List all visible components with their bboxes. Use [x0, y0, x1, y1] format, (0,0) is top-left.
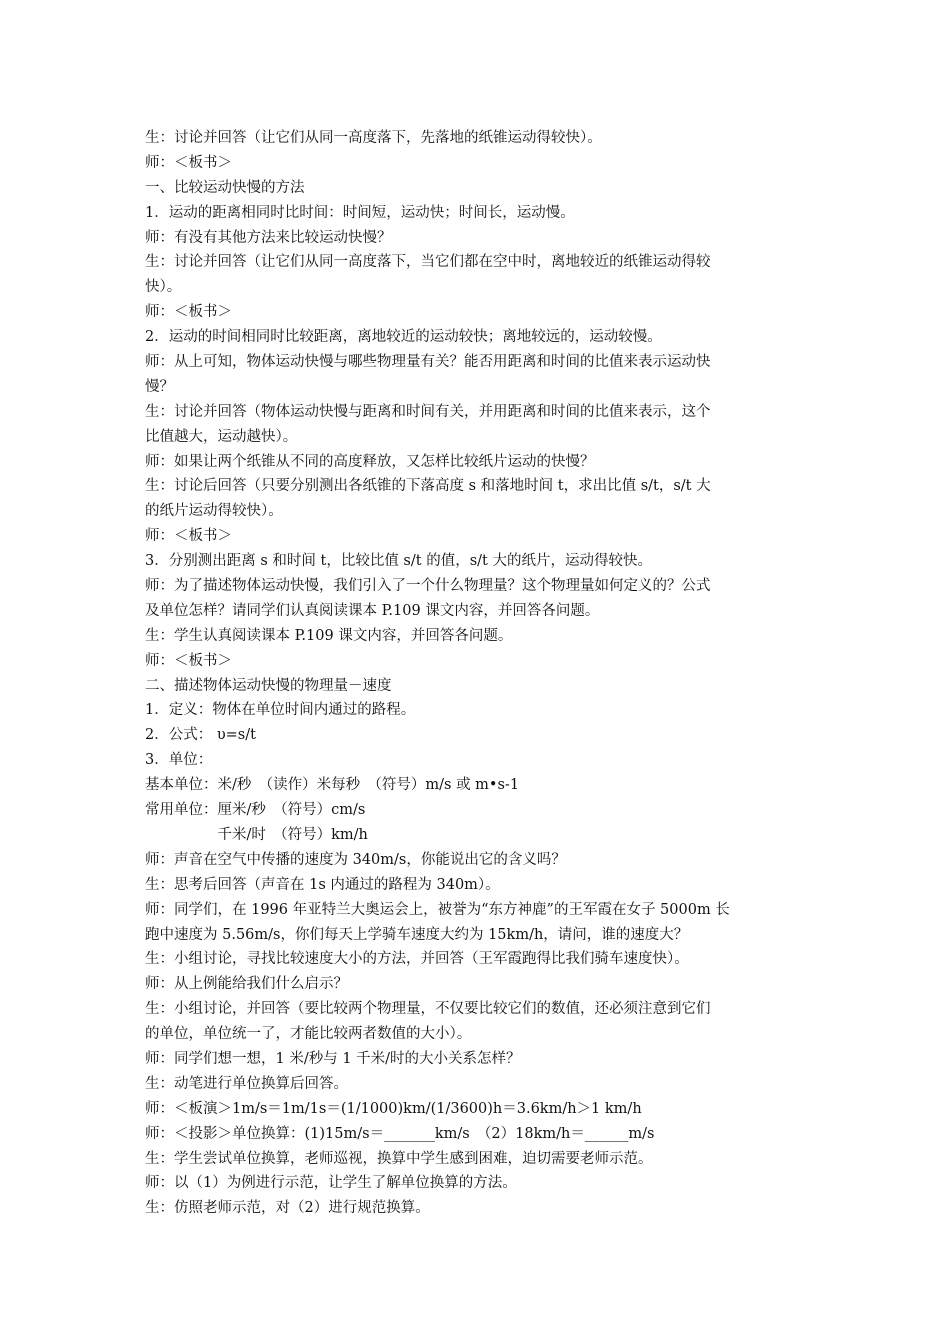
text-line: 师：以（1）为例进行示范，让学生了解单位换算的方法。 — [145, 1175, 517, 1192]
text-line: 生：学生认真阅读课本 P.109 课文内容，并回答各问题。 — [145, 627, 513, 644]
text-line: 生：讨论并回答（让它们从同一高度落下，当它们都在空中时，离地较近的纸锥运动得较 — [145, 254, 711, 271]
text-line: 师：为了描述物体运动快慢，我们引入了一个什么物理量？这个物理量如何定义的？公式 — [145, 578, 711, 595]
text-line: 基本单位：米/秒 （读作）米每秒 （符号）m/s 或 m•s-1 — [145, 777, 520, 794]
text-line: 3．单位： — [145, 752, 213, 769]
text-line: 快）。 — [145, 279, 182, 296]
text-line: 1．运动的距离相同时比时间：时间短，运动快；时间长，运动慢。 — [145, 204, 575, 221]
text-line: 师：＜板书＞ — [145, 304, 232, 321]
text-line: 师：从上例能给我们什么启示？ — [145, 976, 348, 993]
text-line: 生：讨论后回答（只要分别测出各纸锥的下落高度 s 和落地时间 t，求出比值 s/t，s/t 大 — [145, 478, 711, 495]
text-line: 及单位怎样？请同学们认真阅读课本 P.109 课文内容，并回答各问题。 — [145, 602, 600, 619]
text-line: 师：有没有其他方法来比较运动快慢？ — [145, 229, 392, 246]
text-line: 师：同学们想一想，1 米/秒与 1 千米/时的大小关系怎样？ — [145, 1050, 521, 1067]
text-line: 生：动笔进行单位换算后回答。 — [145, 1075, 348, 1092]
text-line: 生：小组讨论，并回答（要比较两个物理量，不仅要比较它们的数值，还必须注意到它们 — [145, 1001, 711, 1018]
formula-line: 2．公式： υ=s/t — [145, 727, 256, 744]
text-line: 师：＜板书＞ — [145, 652, 232, 669]
section-heading: 一、比较运动快慢的方法 — [145, 179, 305, 196]
formula-line: 师：＜板演＞1m/s＝1m/1s＝(1/1000)km/(1/3600)h＝3.6km/h＞1 km/h — [145, 1100, 642, 1117]
text-line: 师：如果让两个纸锥从不同的高度释放，又怎样比较纸片运动的快慢？ — [145, 453, 595, 470]
document-page — [145, 126, 810, 1221]
section-heading: 二、描述物体运动快慢的物理量－速度 — [145, 677, 392, 694]
text-line: 师：＜板书＞ — [145, 154, 232, 171]
text-line: 1．定义：物体在单位时间内通过的路程。 — [145, 702, 416, 719]
text-line: 生：讨论并回答（让它们从同一高度落下，先落地的纸锥运动得较快）。 — [145, 130, 602, 146]
text-line: 生：学生尝试单位换算，老师巡视，换算中学生感到困难，迫切需要老师示范。 — [145, 1150, 653, 1167]
text-line: 师：从上可知，物体运动快慢与哪些物理量有关？能否用距离和时间的比值来表示运动快 — [145, 354, 711, 371]
text-line: 慢？ — [145, 378, 174, 395]
text-line: 生：仿照老师示范，对（2）进行规范换算。 — [145, 1200, 430, 1217]
text-line: 的纸片运动得较快）。 — [145, 503, 283, 520]
text-line: 的单位，单位统一了，才能比较两者数值的大小）。 — [145, 1026, 472, 1043]
text-line: 生：小组讨论，寻找比较速度大小的方法，并回答（王军霞跑得比我们骑车速度快）。 — [145, 951, 689, 968]
text-line: 师：声音在空气中传播的速度为 340m/s，你能说出它的含义吗？ — [145, 851, 566, 868]
text-line: 比值越大，运动越快）。 — [145, 428, 298, 445]
text-line: 3．分别测出距离 s 和时间 t，比较比值 s/t 的值，s/t 大的纸片，运动得较快。 — [145, 553, 652, 570]
text-line: 生：思考后回答（声音在 1s 内通过的路程为 340m）。 — [145, 876, 500, 893]
text-line: 师：＜投影＞单位换算：(1)15m/s＝_______km/s （2）18km/h＝______m/s — [145, 1125, 655, 1142]
text-line: 千米/时 （符号）km/h — [145, 826, 368, 843]
text-line: 师：＜板书＞ — [145, 528, 232, 545]
text-line: 师：同学们，在 1996 年亚特兰大奥运会上，被誉为“东方神鹿”的王军霞在女子 5000m 长 — [145, 901, 730, 918]
text-line: 2．运动的时间相同时比较距离，离地较近的运动较快；离地较远的，运动较慢。 — [145, 329, 662, 346]
text-line: 跑中速度为 5.56m/s，你们每天上学骑车速度大约为 15km/h，请问，谁的速度大？ — [145, 926, 689, 943]
text-line: 生：讨论并回答（物体运动快慢与距离和时间有关，并用距离和时间的比值来表示，这个 — [145, 403, 711, 420]
text-line: 常用单位：厘米/秒 （符号）cm/s — [145, 802, 366, 819]
